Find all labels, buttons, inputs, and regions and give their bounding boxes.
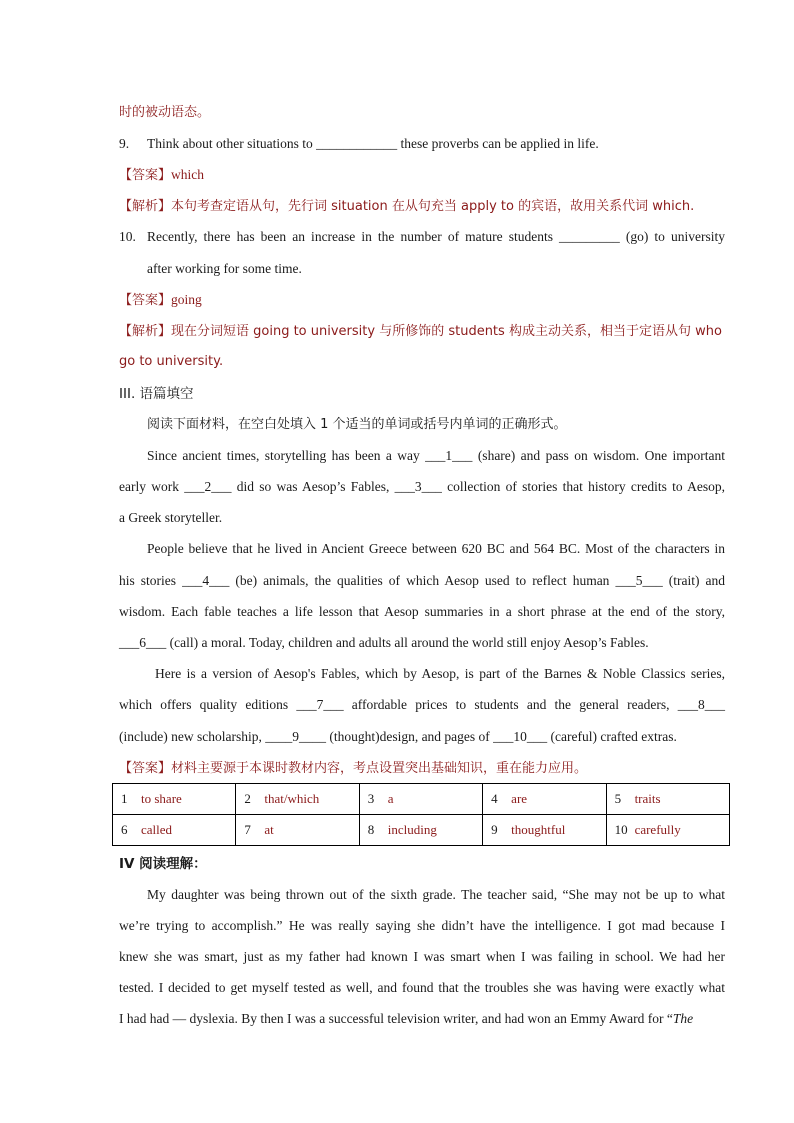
- passage-line: Since ancient times, storytelling has been a way ___1___ (share) and pass on wisdom. One important: [147, 448, 725, 463]
- analysis-text: 现在分词短语 going to university 与所修饰的 students 构成主动关系，相当于定语从句 who: [171, 324, 722, 339]
- analysis-label: 【解析】: [119, 199, 172, 214]
- question-10: [119, 228, 725, 246]
- table-cell: 10 carefully: [606, 815, 729, 846]
- reading-line: knew she was smart, just as my father had known I was smart when I was failing in school. We had her: [119, 949, 725, 964]
- answers-table: [112, 783, 730, 846]
- answer-blank: _________: [559, 229, 620, 244]
- question-text: (go) to university: [619, 229, 725, 244]
- table-cell: 6 called: [113, 815, 236, 846]
- answer-blank: ____________: [316, 136, 398, 151]
- table-cell: 4 are: [483, 784, 606, 815]
- table-row: [113, 784, 730, 815]
- passage-line: ___6___ (call) a moral. Today, children and adults all around the world still enjoy Aesop’s Fables.: [119, 635, 649, 650]
- table-cell: 9 thoughtful: [483, 815, 606, 846]
- passage-line: which offers quality editions ___7___ affordable prices to students and the general readers, ___8___: [119, 697, 725, 712]
- italic-title: The: [672, 1011, 694, 1026]
- section-3-heading: III. 语篇填空: [119, 386, 194, 402]
- section-3-answer: [119, 759, 725, 778]
- answer-label: 【答案】: [119, 168, 172, 183]
- reading-line-last: [119, 1010, 725, 1028]
- passage-line: his stories ___4___ (be) animals, the qualities of which Aesop used to reflect human ___5___ (trait) and: [119, 573, 725, 588]
- passage-line: wisdom. Each fable teaches a life lesson that Aesop summaries in a short phrase at the end of the story,: [119, 604, 725, 619]
- question-text: Recently, there has been an increase in the number of mature students: [147, 229, 560, 244]
- passage-line: a Greek storyteller.: [119, 510, 223, 525]
- table-cell: 7 at: [236, 815, 359, 846]
- table-cell: 5 traits: [606, 784, 729, 815]
- table-cell: 3 a: [359, 784, 482, 815]
- reading-line: we’re trying to accomplish.” He was really saying she didn’t have the intelligence. I got mad because I: [119, 918, 725, 933]
- reading-line: My daughter was being thrown out of the sixth grade. The teacher said, “She may not be up to what: [147, 887, 725, 902]
- passage-line: Here is a version of Aesop's Fables, which by Aesop, is part of the Barnes & Noble Classics series,: [155, 666, 725, 681]
- answer-9: [119, 166, 725, 185]
- passage-line: early work ___2___ did so was Aesop’s Fables, ___3___ collection of stories that history credits to Aesop,: [119, 479, 725, 494]
- analysis-label: 【解析】: [119, 324, 172, 339]
- section-4-heading: IV 阅读理解：: [119, 856, 207, 872]
- reading-text: I had had — dyslexia. By then I was a successful television writer, and had won an Emmy Award for “: [119, 1011, 673, 1026]
- question-number: 9.: [119, 136, 130, 151]
- question-text: these proverbs can be applied in life.: [397, 136, 599, 151]
- analysis-text: 本句考查定语从句，先行词 situation 在从句充当 apply to 的宾语，故用关系代词 which.: [171, 199, 695, 214]
- section-3-instruction: 阅读下面材料，在空白处填入 1 个适当的单词或括号内单词的正确形式。: [147, 417, 567, 432]
- answer-10: [119, 291, 725, 310]
- answer-note: 材料主要源于本课时教材内容，考点设置突出基础知识，重在能力应用。: [171, 761, 588, 776]
- table-cell: 1 to share: [113, 784, 236, 815]
- answer-label: 【答案】: [119, 293, 172, 308]
- table-row: [113, 815, 730, 846]
- passage-line: People believe that he lived in Ancient Greece between 620 BC and 564 BC. Most of the characters in: [147, 541, 725, 556]
- question-text: Think about other situations to: [147, 136, 317, 151]
- question-9: [119, 135, 725, 153]
- question-number: 10.: [119, 229, 136, 244]
- analysis-9: [119, 197, 725, 216]
- table-cell: 2 that/which: [236, 784, 359, 815]
- question-10-line2: after working for some time.: [147, 261, 302, 276]
- answer-label: 【答案】: [119, 761, 172, 776]
- reading-line: tested. I decided to get myself tested as well, and found that the troubles she was having were exactly what: [119, 980, 725, 995]
- top-fragment: 时的被动语态。: [119, 105, 211, 120]
- answer-value: which: [171, 167, 205, 182]
- analysis-10: [119, 322, 725, 341]
- passage-line: (include) new scholarship, ____9____ (thought)design, and pages of ___10___ (careful) crafted extras.: [119, 729, 677, 744]
- answer-value: going: [171, 292, 202, 307]
- analysis-10-line2: go to university.: [119, 354, 224, 369]
- table-cell: 8 including: [359, 815, 482, 846]
